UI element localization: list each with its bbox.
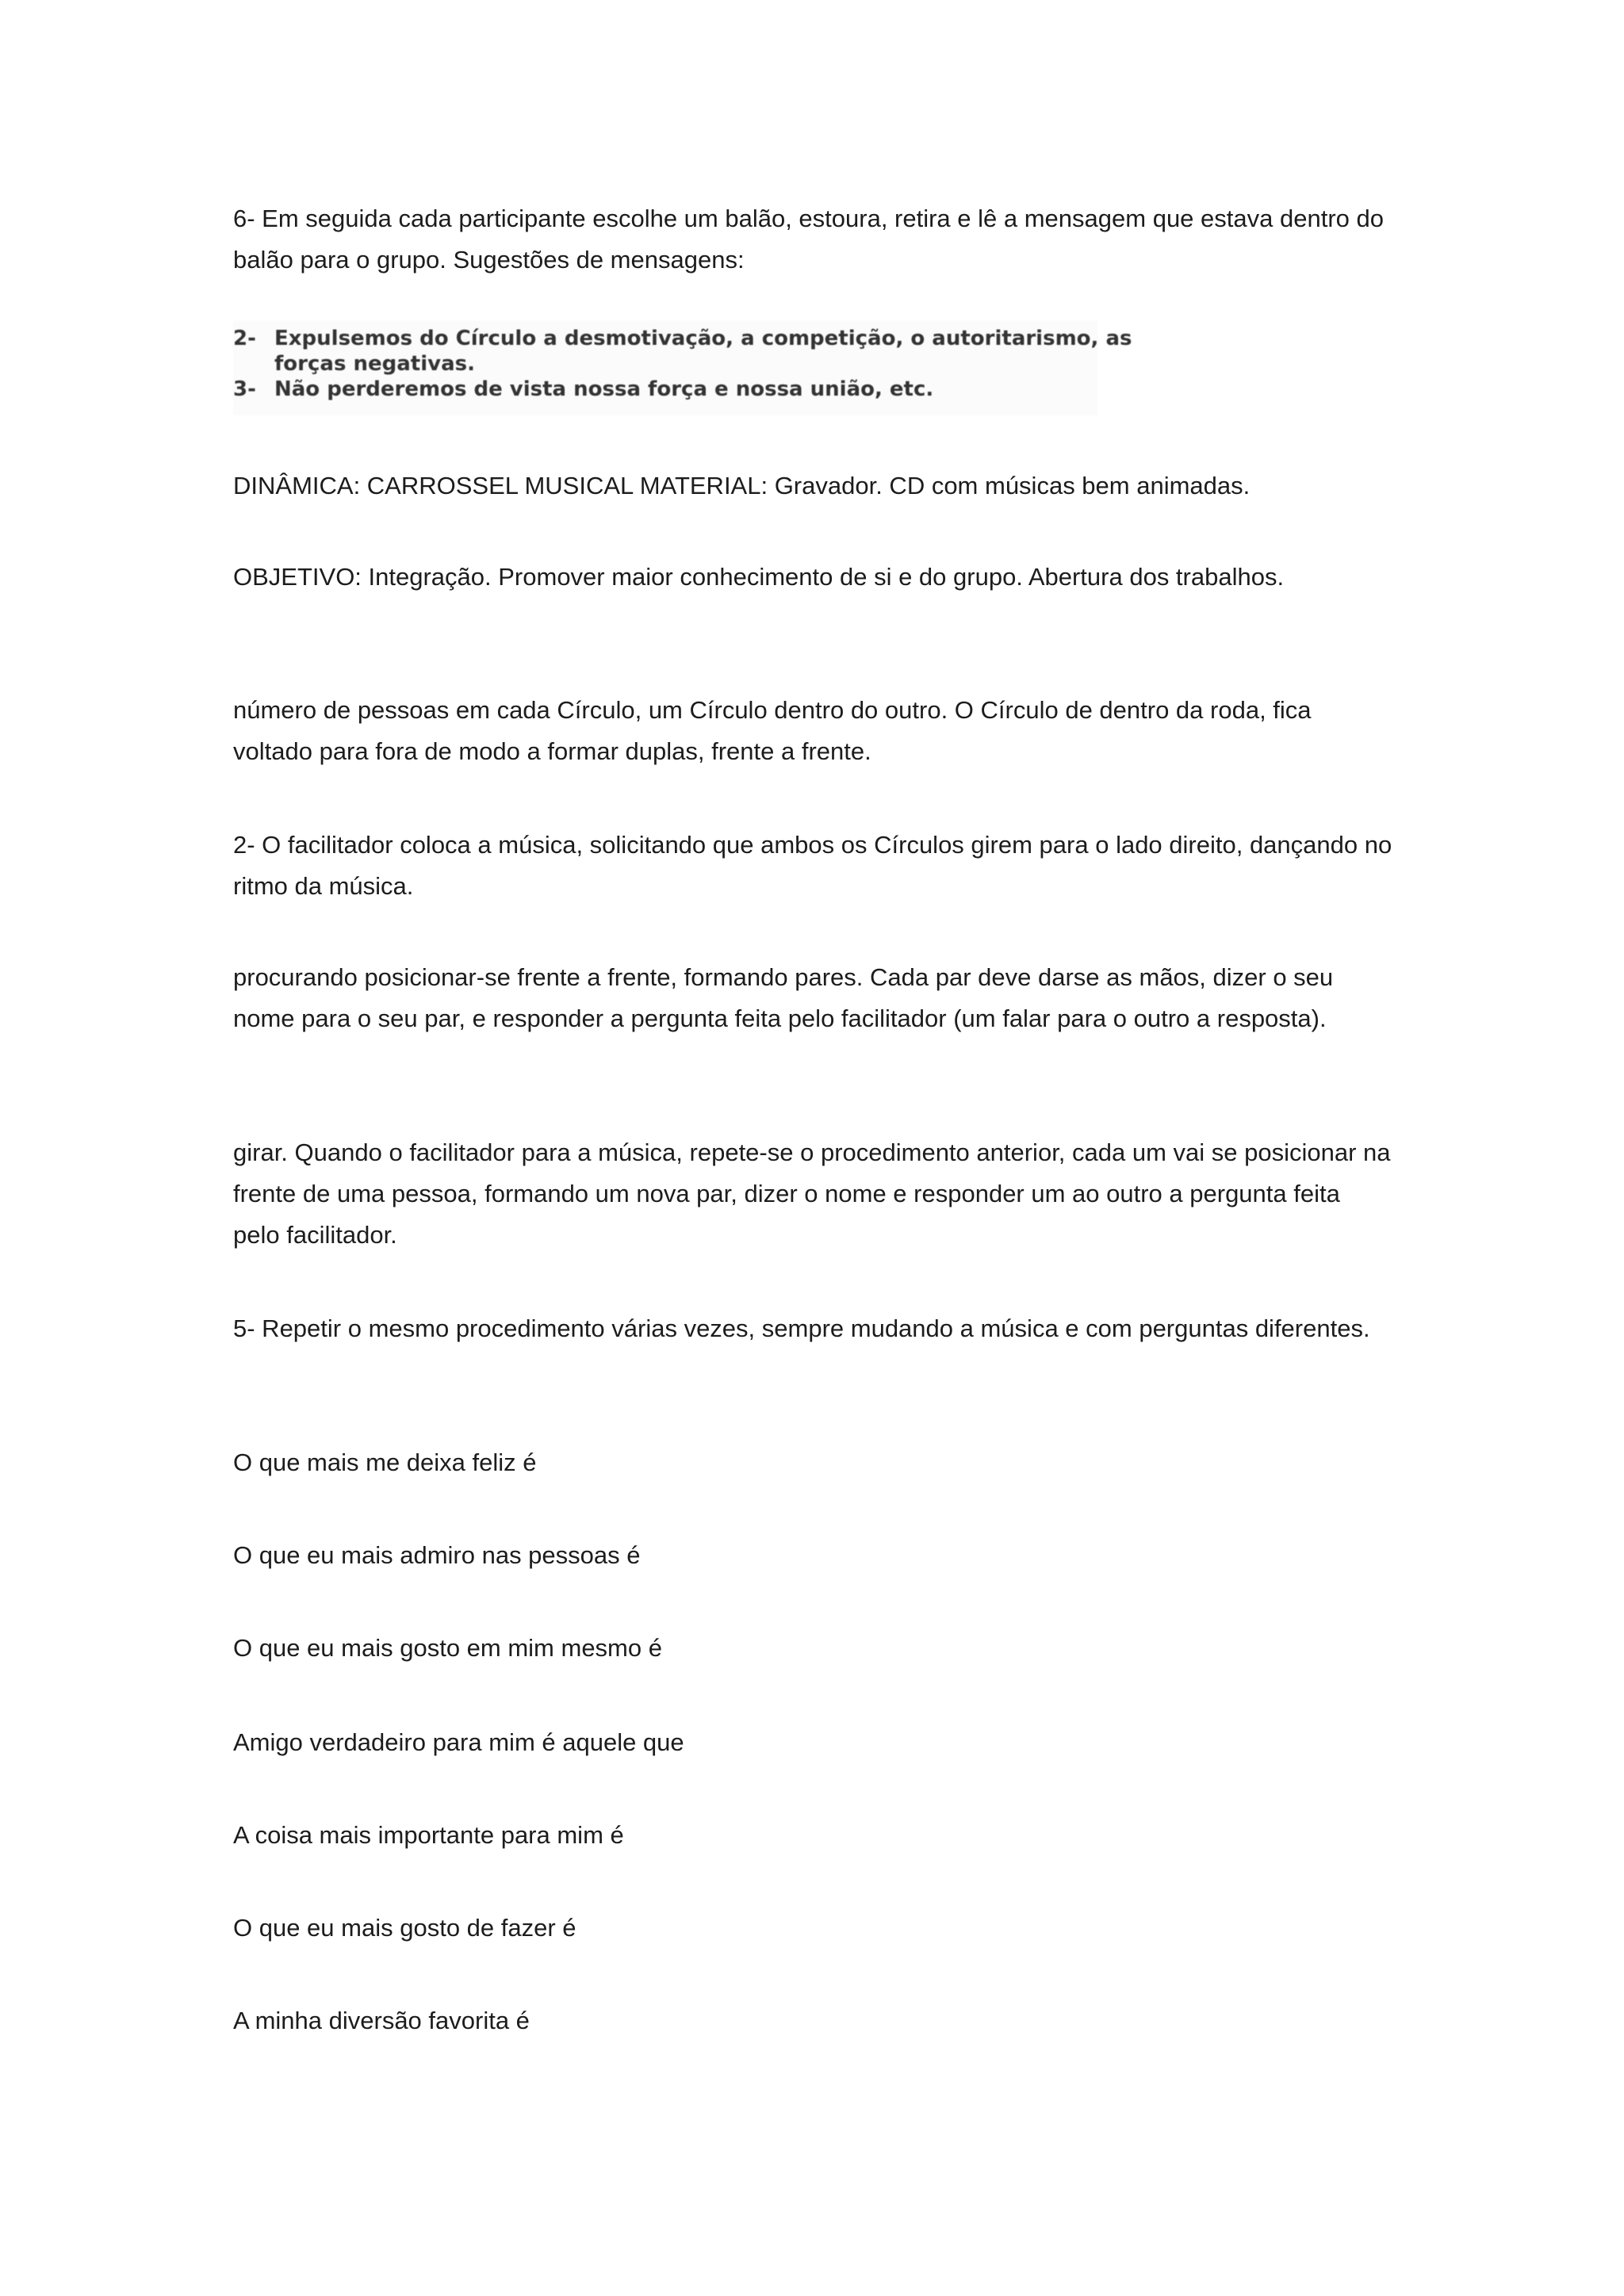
scanned-item-text: Expulsemos do Círculo a desmotivação, a competição, o autoritarismo, as <box>274 327 1132 350</box>
question-item: O que eu mais admiro nas pessoas é <box>233 1541 641 1569</box>
scanned-item-2-continuation: forças negativas. <box>274 352 475 376</box>
paragraph-objective: OBJETIVO: Integração. Promover maior conhecimento de si e do grupo. Abertura dos trabalhos. <box>233 563 1285 591</box>
scanned-item-text: Não perderemos de vista nossa força e nossa união, etc. <box>274 377 934 401</box>
question-item: A minha diversão favorita é <box>233 2007 530 2034</box>
question-item: O que eu mais gosto de fazer é <box>233 1914 576 1942</box>
question-item: Amigo verdadeiro para mim é aquele que <box>233 1728 684 1756</box>
paragraph-step-2: 2- O facilitador coloca a música, solicitando que ambos os Círculos girem para o lado direito, dançando no ritmo da música. <box>233 831 1392 900</box>
paragraph-pairs: procurando posicionar-se frente a frente, formando pares. Cada par deve darse as mãos, dizer o seu nome para o seu par, e responder a pergunta feita pelo facilitador (um falar para o outro a resposta). <box>233 963 1334 1032</box>
scanned-item-2 <box>233 327 1132 350</box>
scanned-item-number: 3- <box>233 377 256 401</box>
scanned-message-list <box>233 320 1132 415</box>
paragraph-dynamic-title: DINÂMICA: CARROSSEL MUSICAL MATERIAL: Gravador. CD com músicas bem animadas. <box>233 472 1251 499</box>
paragraph-step-5: 5- Repetir o mesmo procedimento várias vezes, sempre mudando a música e com perguntas diferentes. <box>233 1314 1370 1342</box>
scanned-item-number: 2- <box>233 327 256 350</box>
paragraph-repeat-turn: girar. Quando o facilitador para a música, repete-se o procedimento anterior, cada um vai se posicionar na frente de uma pessoa, formando um nova par, dizer o nome e responder um ao outro a pergunta feita pelo facilitador. <box>233 1138 1391 1249</box>
question-item: O que eu mais gosto em mim mesmo é <box>233 1634 662 1662</box>
scanned-item-3 <box>233 377 933 401</box>
question-item: A coisa mais importante para mim é <box>233 1821 624 1849</box>
paragraph-balloon-instructions: 6- Em seguida cada participante escolhe um balão, estoura, retira e lê a mensagem que estava dentro do balão para o grupo. Sugestões de mensagens: <box>233 205 1384 274</box>
paragraph-circle-setup: número de pessoas em cada Círculo, um Círculo dentro do outro. O Círculo de dentro da roda, fica voltado para fora de modo a formar duplas, frente a frente. <box>233 696 1312 765</box>
question-item: O que mais me deixa feliz é <box>233 1448 537 1476</box>
